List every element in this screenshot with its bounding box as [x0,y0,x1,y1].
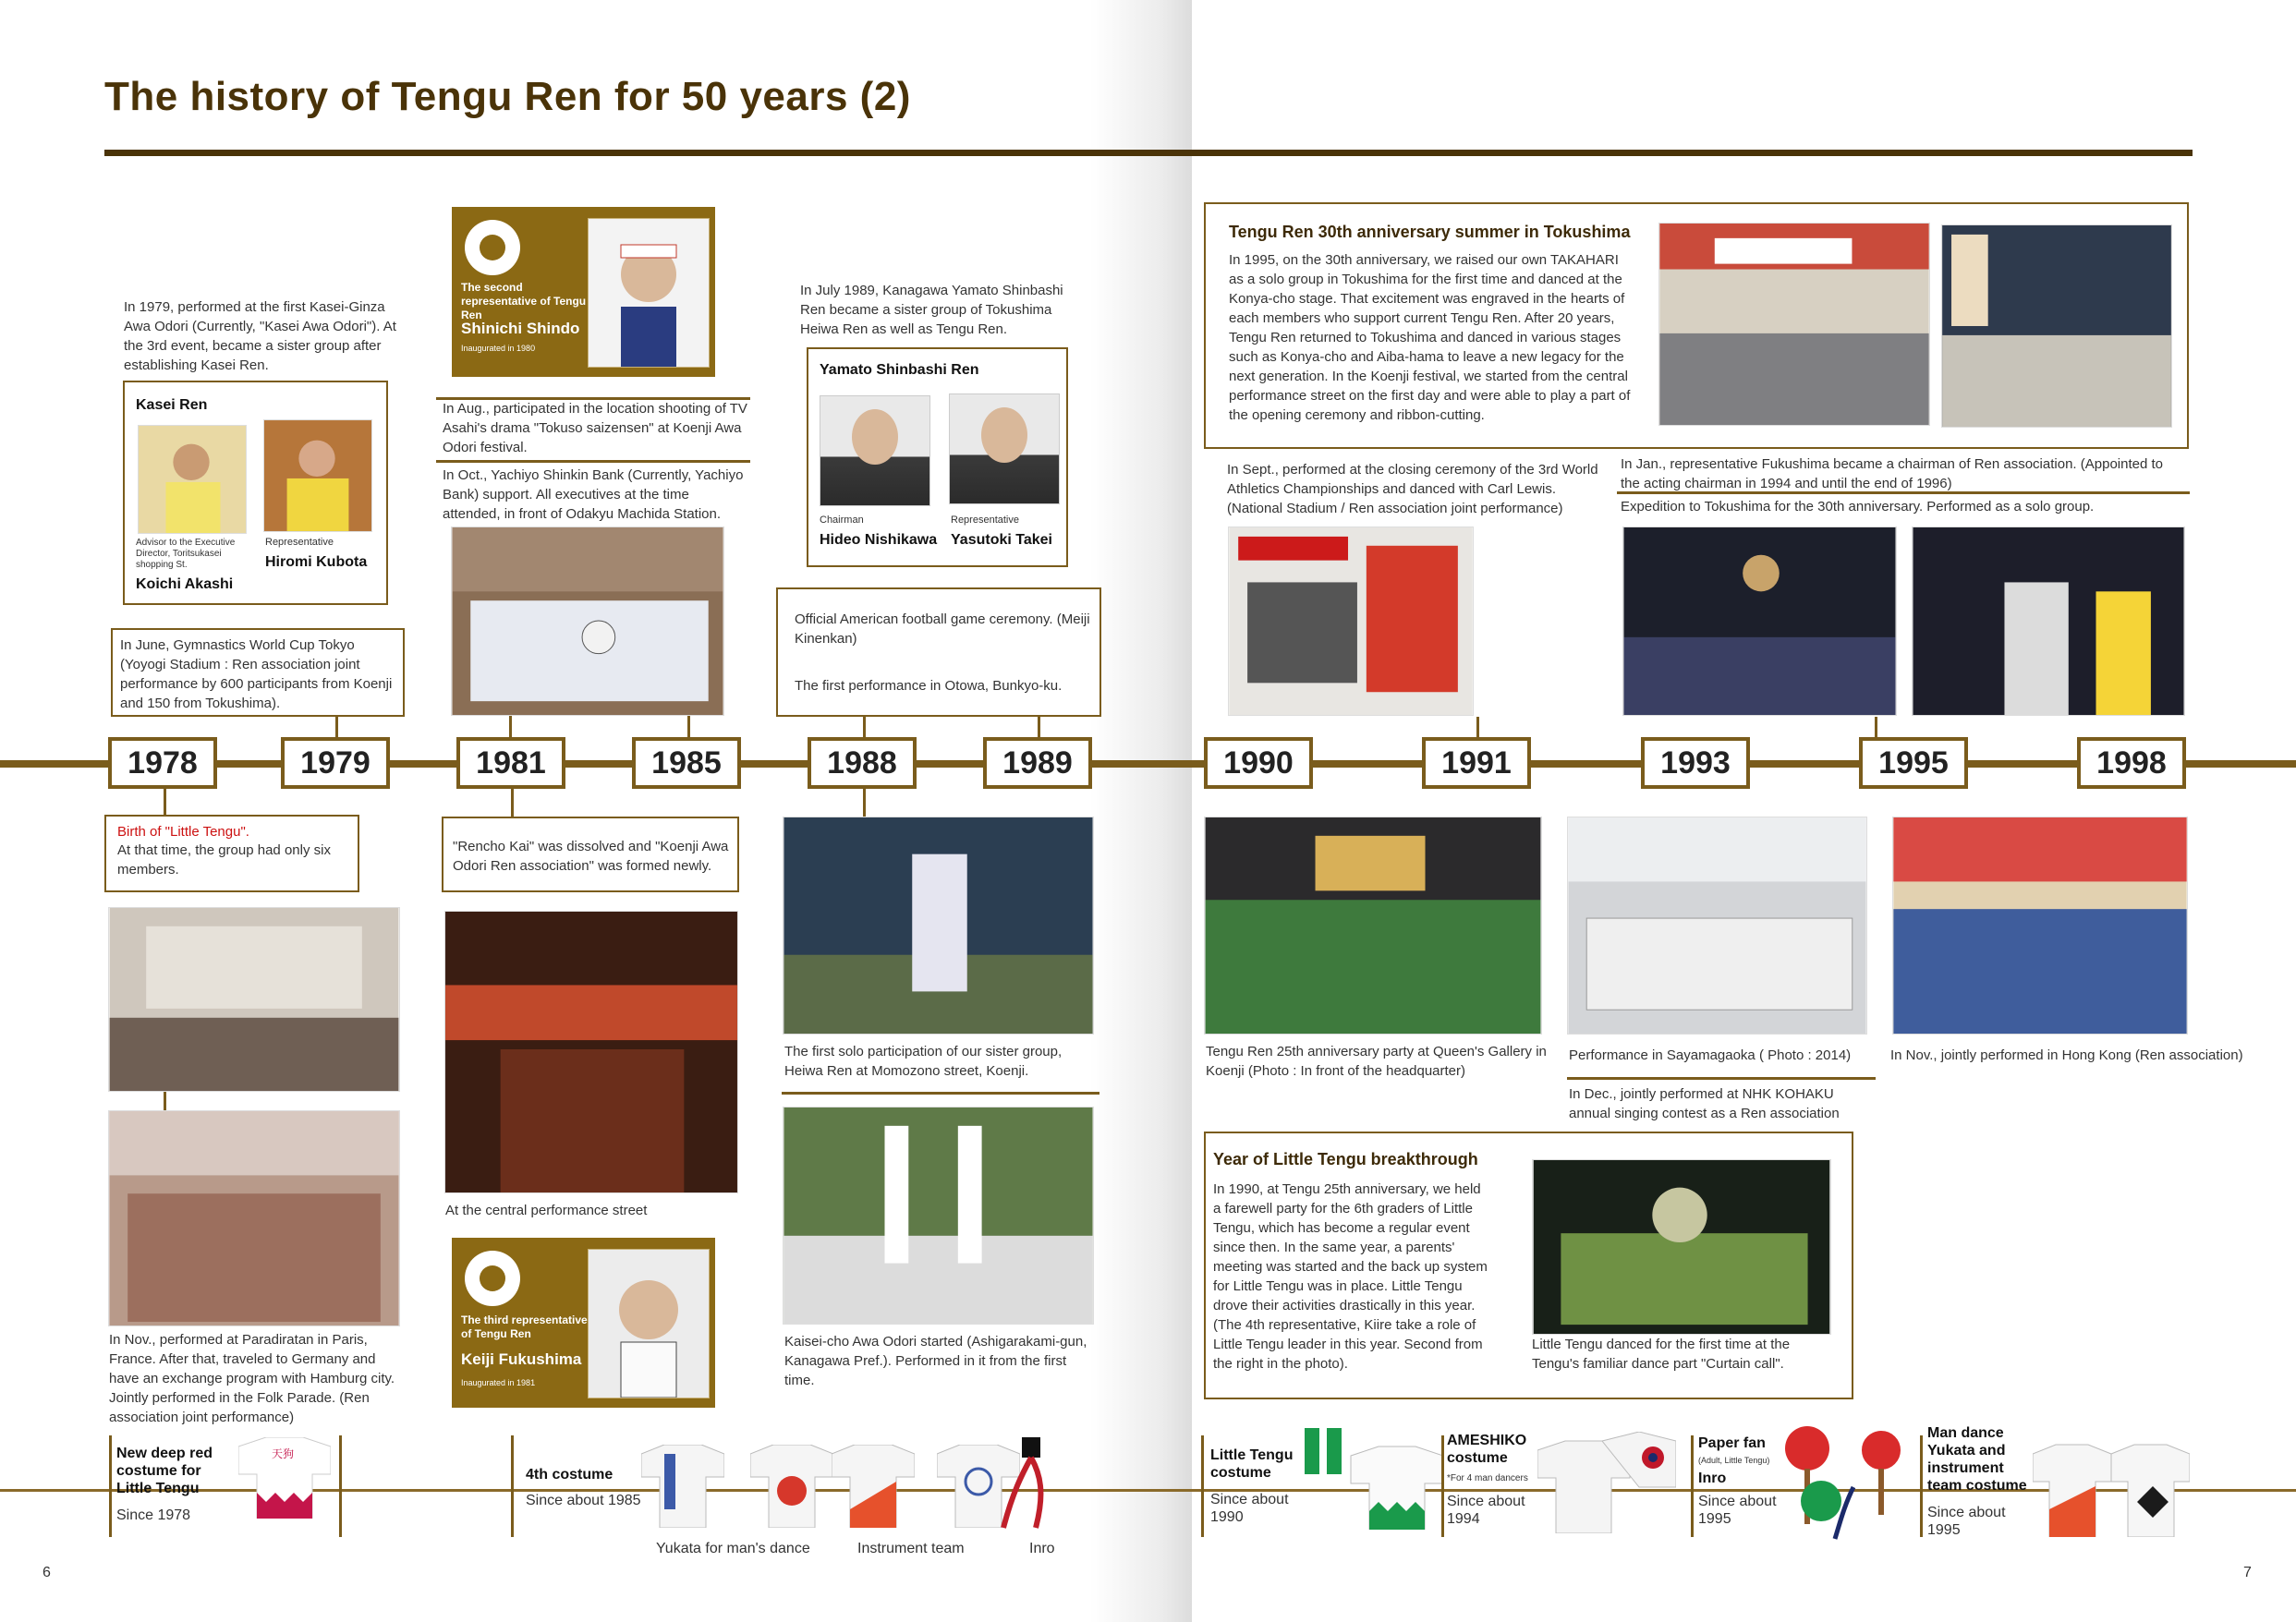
nishikawa-portrait [820,395,930,506]
kohaku-text: In Dec., jointly performed at NHK KOHAKU annual singing contest as a Ren association [1569,1086,1840,1121]
breakthrough-text: In 1990, at Tengu 25th anniversary, we held a farewell party for the 6th graders of Little Tengu, which has become a regular event since then. In the same year, a parents' meeting was started and the back up system for Little Tengu was in place. Little Tengu drove their activities drastically in this year. (The 4th representative, Kiire take a role of Little Tengu leader in this year. Second from the right in the photo). [1213,1181,1488,1372]
year-1991: 1991 [1422,737,1531,789]
yachiyo-photo [451,527,724,716]
year-1995: 1995 [1859,737,1968,789]
rencho-text: "Rencho Kai" was dissolved and "Koenji Awa Odori Ren association" was formed newly. [453,839,729,874]
hongkong-photo [1892,817,2188,1035]
costume4-title: AMESHIKO costume [1447,1433,1527,1466]
anniversary-25-party-photo [1204,817,1542,1035]
sayamagaoka-photo [1567,817,1867,1035]
inro-icon [994,1437,1059,1530]
expedition-text: Expedition to Tokushima for the 30th anniversary. Performed as a solo group. [1621,499,2095,514]
yamato-intro-text: In July 1989, Kanagawa Yamato Shinbashi Ren became a sister group of Tokushima Heiwa Ren as well as Tengu Ren. [800,283,1063,337]
year-1979: 1979 [281,737,390,789]
ameshiko-costume [1537,1432,1676,1533]
little-tengu-birth-heading: Birth of "Little Tengu". [117,824,249,840]
costume2-since: Since about 1985 [526,1493,641,1508]
kasei-box-title: Kasei Ren [136,397,208,413]
third-representative-card [452,1238,715,1408]
rep2-label: The second representative of Tengu Ren [461,281,587,321]
takei-portrait [949,393,1060,504]
oct-1981-text: In Oct., Yachiyo Shinkin Bank (Currently, Yachiyo Bank) support. All executives at the time attended, in front of Odakyu Machida Station. [443,467,744,522]
anniversary-30-box [1204,202,2189,449]
kasei-p2-name: Hiromi Kubota [265,554,368,570]
rep2-name: Shinichi Shindo [461,320,580,337]
page-number-right: 7 [2243,1565,2252,1580]
carl-lewis-newspaper [1228,527,1474,716]
mens-dance-yukata-back [750,1445,833,1528]
tengu-crest-icon [465,220,520,275]
little-tengu-photo [108,907,400,1092]
yamato-p2-role: Representative [951,514,1019,526]
rep3-name: Keiji Fukushima [461,1350,582,1368]
costume5-since: Since about 1995 [1698,1494,1777,1527]
breakthrough-title: Year of Little Tengu breakthrough [1213,1150,1478,1168]
kasei-p1-name: Koichi Akashi [136,576,234,592]
rep2-year: Inaugurated in 1980 [461,344,536,353]
hongkong-caption: In Nov., jointly performed in Hong Kong (Ren association) [1890,1047,2243,1063]
football-text: Official American football game ceremony. (Meiji Kinenkan) [795,611,1090,647]
costume5-note: (Adult, Little Tengu) [1698,1456,1770,1465]
costume1-since: Since 1978 [116,1507,191,1523]
party-1990-text: Tengu Ren 25th anniversary party at Queen's Gallery in Koenji (Photo : In front of the headquarter) [1206,1044,1547,1079]
kasei-p1-role: Advisor to the Executive Director, Toritsukasei shopping St. [136,538,236,570]
paris-text: In Nov., performed at Paradiratan in Paris, France. After that, traveled to Germany and have an exchange program with Hamburg city. Jointly performed in the Folk Parade. (Ren association joint performance) [109,1332,395,1425]
kasei-photo-1 [138,425,247,534]
year-1989: 1989 [983,737,1092,789]
kasei-photo-2 [263,419,372,532]
costume2-caption-yukata: Yukata for man's dance [656,1541,810,1556]
otowa-text: The first performance in Otowa, Bunkyo-ku. [795,678,1063,694]
page-title: The history of Tengu Ren for 50 years (2) [104,74,911,119]
expedition-photo-2 [1912,527,2185,716]
rep3-year: Inaugurated in 1981 [461,1378,536,1387]
mens-dance-yukata [641,1445,724,1528]
page-number-left: 6 [43,1565,51,1580]
costume2-title: 4th costume [526,1467,613,1483]
costume4-since: Since about 1994 [1447,1494,1525,1527]
yamato-box-title: Yamato Shinbashi Ren [820,362,979,378]
tengu-crest-icon [465,1251,520,1306]
yamato-p1-name: Hideo Nishikawa [820,532,938,548]
costume3-title: Little Tengu costume [1210,1447,1294,1481]
gym-1979-text: In June, Gymnastics World Cup Tokyo (Yoyogi Stadium : Ren association joint performance by 600 participants from Koenji and 150 from Tokushima). [120,637,393,711]
little-tengu-birth-text: At that time, the group had only six members. [117,842,331,878]
yamato-p2-name: Yasutoki Takei [951,532,1052,548]
costume4-note: *For 4 man dancers [1447,1473,1528,1483]
central-street-photo [444,911,738,1193]
costume1-title: New deep red costume for Little Tengu [116,1446,213,1496]
year-1998: 1998 [2077,737,2186,789]
paper-fan-icon [1770,1422,1918,1541]
costume5-title2: Inro [1698,1471,1727,1486]
rep3-label: The third representative of Tengu Ren [461,1313,588,1340]
year-1990: 1990 [1204,737,1313,789]
second-representative-card [452,207,715,377]
kasei-ren-box [123,381,388,605]
svg-text:天狗: 天狗 [272,1447,295,1460]
curtain-call-caption: Little Tengu danced for the first time at the Tengu's familiar dance part "Curtain call". [1532,1337,1791,1372]
year-1988: 1988 [808,737,917,789]
jan-1995-text: In Jan., representative Fukushima became a chairman of Ren association. (Appointed to the acting chairman in 1994 and until the end of 1996) [1621,456,2163,491]
kaisei-photo [783,1107,1094,1325]
anniversary-30-text: In 1995, on the 30th anniversary, we raised our own TAKAHARI as a solo group in Tokushima for the first time and danced at the Konya-cho stage. That excitement was engraved in the hearts of each members who support current Tengu Ren. After 20 years, Tengu Ren returned to Tokushima and danced in various stages such as Konya-cho and Aiba-hama to leave a new legacy for the next generation. In the Koenji festival, we started from the central performance street on the first day and were able to play a part of the opening ceremony and ribbon-cutting. [1229,252,1631,423]
costume2-caption-inro: Inro [1029,1541,1055,1556]
shindo-portrait [588,218,710,368]
kasei-intro-text: In 1979, performed at the first Kasei-Ginza Awa Odori (Currently, "Kasei Awa Odori"). At the 3rd event, became a sister group after establishing Kasei Ren. [124,299,396,373]
title-rule [104,150,2193,156]
rencho-box [442,817,739,892]
costume6-since: Since about 1995 [1927,1505,2006,1538]
aug-1981-text: In Aug., participated in the location shooting of TV Asahi's drama "Tokuso saizensen" at Koenji Awa Odori festival. [443,401,747,455]
costume3-since: Since about 1990 [1210,1492,1289,1525]
year-1993: 1993 [1641,737,1750,789]
year-1978: 1978 [108,737,217,789]
little-tengu-red-costume [238,1437,331,1519]
football-box [776,587,1101,717]
little-tengu-green-costume [1295,1428,1443,1530]
costume6-title: Man dance Yukata and instrument team costume [1927,1425,2027,1494]
konya-cho-stage-photo [1658,223,1930,426]
sept-1991-text: In Sept., performed at the closing ceremony of the 3rd World Athletics Championships and danced with Carl Lewis. (National Stadium / Ren association joint performance) [1227,462,1598,516]
fukushima-portrait [588,1249,710,1398]
curtain-call-photo [1532,1159,1831,1335]
tokushima-dance-photo [1941,224,2172,428]
page-gutter [1090,0,1192,1622]
costume2-caption-instrument: Instrument team [857,1541,965,1556]
central-street-caption: At the central performance street [445,1203,648,1218]
gym-1979-box [111,628,405,717]
man-dance-yukata-costume [2033,1435,2190,1537]
kaisei-text: Kaisei-cho Awa Odori started (Ashigarakami-gun, Kanagawa Pref.). Performed in it from the first time. [784,1334,1087,1388]
heiwa-ren-photo [783,817,1094,1035]
anniversary-30-title: Tengu Ren 30th anniversary summer in Tokushima [1229,223,1631,241]
kasei-p2-role: Representative [265,537,334,548]
instrument-team-costume [832,1445,915,1528]
costume5-title: Paper fan [1698,1435,1766,1451]
year-1981: 1981 [456,737,565,789]
yamato-p1-role: Chairman [820,514,864,526]
paris-photo [108,1110,400,1326]
breakthrough-box [1204,1132,1853,1399]
heiwa-text: The first solo participation of our sister group, Heiwa Ren at Momozono street, Koenji. [784,1044,1063,1079]
expedition-photo-1 [1622,527,1897,716]
year-1985: 1985 [632,737,741,789]
yamato-box [807,347,1068,567]
sayamagaoka-caption: Performance in Sayamagaoka ( Photo : 2014) [1569,1047,1852,1063]
little-tengu-birth-box [104,815,359,892]
